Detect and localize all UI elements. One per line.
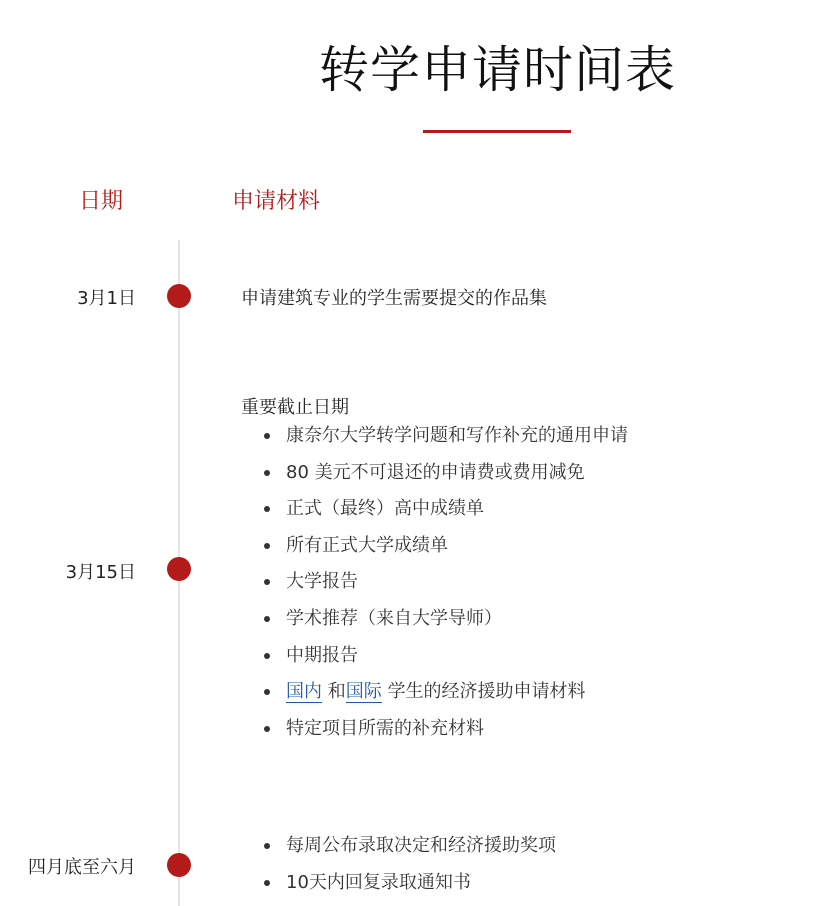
list-item: 大学报告 (262, 564, 628, 601)
list-item: 学术推荐（来自大学导师） (262, 601, 628, 638)
list-item: 特定项目所需的补充材料 (262, 711, 628, 748)
bullet-icon (264, 726, 270, 732)
list-item: 每周公布录取决定和经济援助奖项 (262, 828, 556, 865)
list-item: 康奈尔大学转学问题和写作补充的通用申请 (262, 418, 628, 455)
deadlines-heading: 重要截止日期 (241, 397, 349, 418)
list-item: 10天内回复录取通知书 (262, 865, 556, 902)
bullet-icon (264, 543, 270, 549)
international-link[interactable]: 国际 (345, 681, 382, 703)
list-item: 所有正式大学成绩单 (262, 528, 628, 565)
list-item-financial-aid: 国内 和国际 学生的经济援助申请材料 (262, 674, 628, 711)
materials-column-header: 申请材料 (232, 189, 321, 214)
date-column-header: 日期 (79, 189, 124, 214)
bullet-icon (264, 880, 270, 886)
list-item: 正式（最终）高中成绩单 (262, 491, 628, 528)
bullet-icon (264, 653, 270, 659)
portfolio-requirement-text: 申请建筑专业的学生需要提交的作品集 (241, 288, 547, 309)
bullet-icon (264, 689, 270, 695)
timeline-dot (167, 284, 191, 308)
bullet-icon (264, 470, 270, 476)
deadline-list (262, 418, 628, 747)
timeline-dot (167, 557, 191, 581)
list-item: 80 美元不可退还的申请费或费用减免 (262, 455, 628, 492)
date-label-late-april-june: 四月底至六月 (28, 857, 136, 878)
bullet-icon (264, 843, 270, 849)
bullet-icon (264, 506, 270, 512)
date-label-mar-1: 3月1日 (77, 288, 136, 309)
bullet-icon (264, 616, 270, 622)
bullet-icon (264, 433, 270, 439)
bullet-icon (264, 579, 270, 585)
domestic-link[interactable]: 国内 (286, 681, 322, 703)
date-label-mar-15: 3月15日 (65, 562, 136, 583)
decision-list (262, 828, 556, 901)
timeline-dot (167, 853, 191, 877)
list-item: 中期报告 (262, 638, 628, 675)
title-underline (423, 130, 571, 133)
page-title: 转学申请时间表 (319, 41, 676, 99)
